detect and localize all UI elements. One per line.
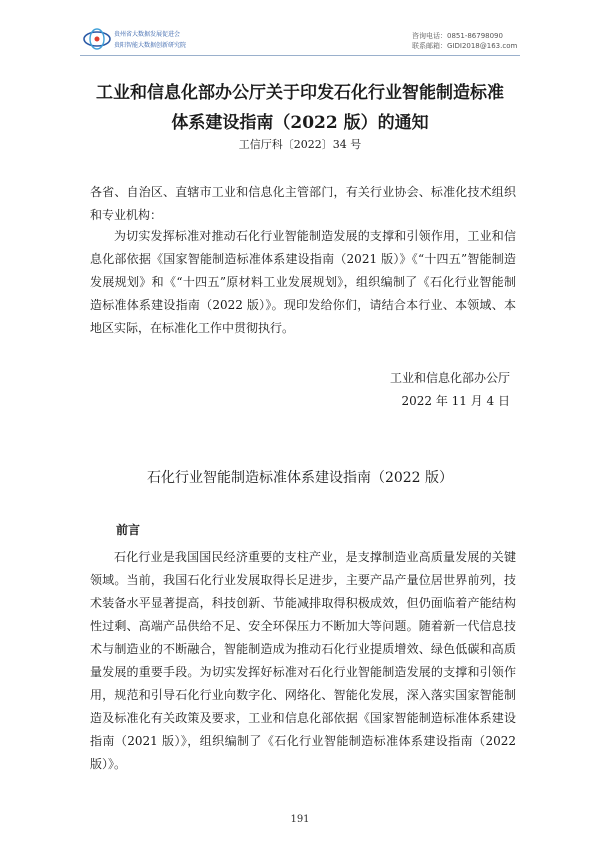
contact-phone: 咨询电话：0851-86798090 — [412, 32, 503, 40]
document-number: 工信厅科〔2022〕34 号 — [238, 138, 362, 151]
signer: 工业和信息化部办公厅 — [389, 371, 510, 385]
guide-title: 石化行业智能制造标准体系建设指南（2022 版） — [146, 470, 454, 486]
organization-name-1: 贵州省大数据发展促进会 — [114, 31, 181, 38]
issue-date: 2022 年 11 月 4 日 — [401, 394, 510, 408]
page-header — [0, 0, 600, 60]
document-title-line-1: 工业和信息化部办公厅关于印发石化行业智能制造标准 — [96, 83, 504, 103]
preface-paragraph: 石化行业是我国国民经济重要的支柱产业，是支撑制造业高质量发展的关键领域。当前，我国石化行业发展取得长足进步，主要产品产量位居世界前列，技术装备水平显著提高，科技创新、节能减排取得积极成效，但仍面临着产能结构性过剩、高端产品供给不足、安全环保压力不断加大等问题。随着新一代信息技术与制造业的不断融合，智能制造成为推动石化行业提质增效、绿色低碳和高质量发展的重要手段。为切实发挥好标准对石化行业智能制造发展的支撑和引领作用，规范和引导石化行业向数字化、网络化、智能化发展，深入落实国家智能制造及标准化有关政策及要求，工业和信息化部依据《国家智能制造标准体系建设指南（2021 版）》，组织编制了《石化行业智能制造标准体系建设指南（2022 版）》。 — [90, 550, 516, 771]
addressee-paragraph: 各省、自治区、直辖市工业和信息化主管部门，有关行业协会、标准化技术组织和专业机构： — [90, 185, 516, 222]
organization-logo-icon — [82, 28, 112, 50]
section-heading-preface: 前言 — [116, 523, 141, 537]
document-title-line-2: 体系建设指南（2022 版）的通知 — [171, 113, 429, 133]
organization-name-2: 贵阳智能大数据创新研究院 — [114, 42, 187, 49]
notice-body-paragraph: 为切实发挥标准对推动石化行业智能制造发展的支撑和引领作用，工业和信息化部依据《国家智能制造标准体系建设指南（2021 版）》《“十四五”智能制造发展规划》和《“十四五”原材料工业发展规划》，组织编制了《石化行业智能制造标准体系建设指南（2022 版）》。现印发给你们，请结合本行业、本领域、本地区实际，在标准化工作中贯彻执行。 — [90, 229, 516, 335]
page-number: 191 — [290, 814, 310, 825]
contact-email: 联系邮箱：GIDI2018@163.com — [412, 42, 518, 50]
header-divider — [80, 55, 520, 56]
